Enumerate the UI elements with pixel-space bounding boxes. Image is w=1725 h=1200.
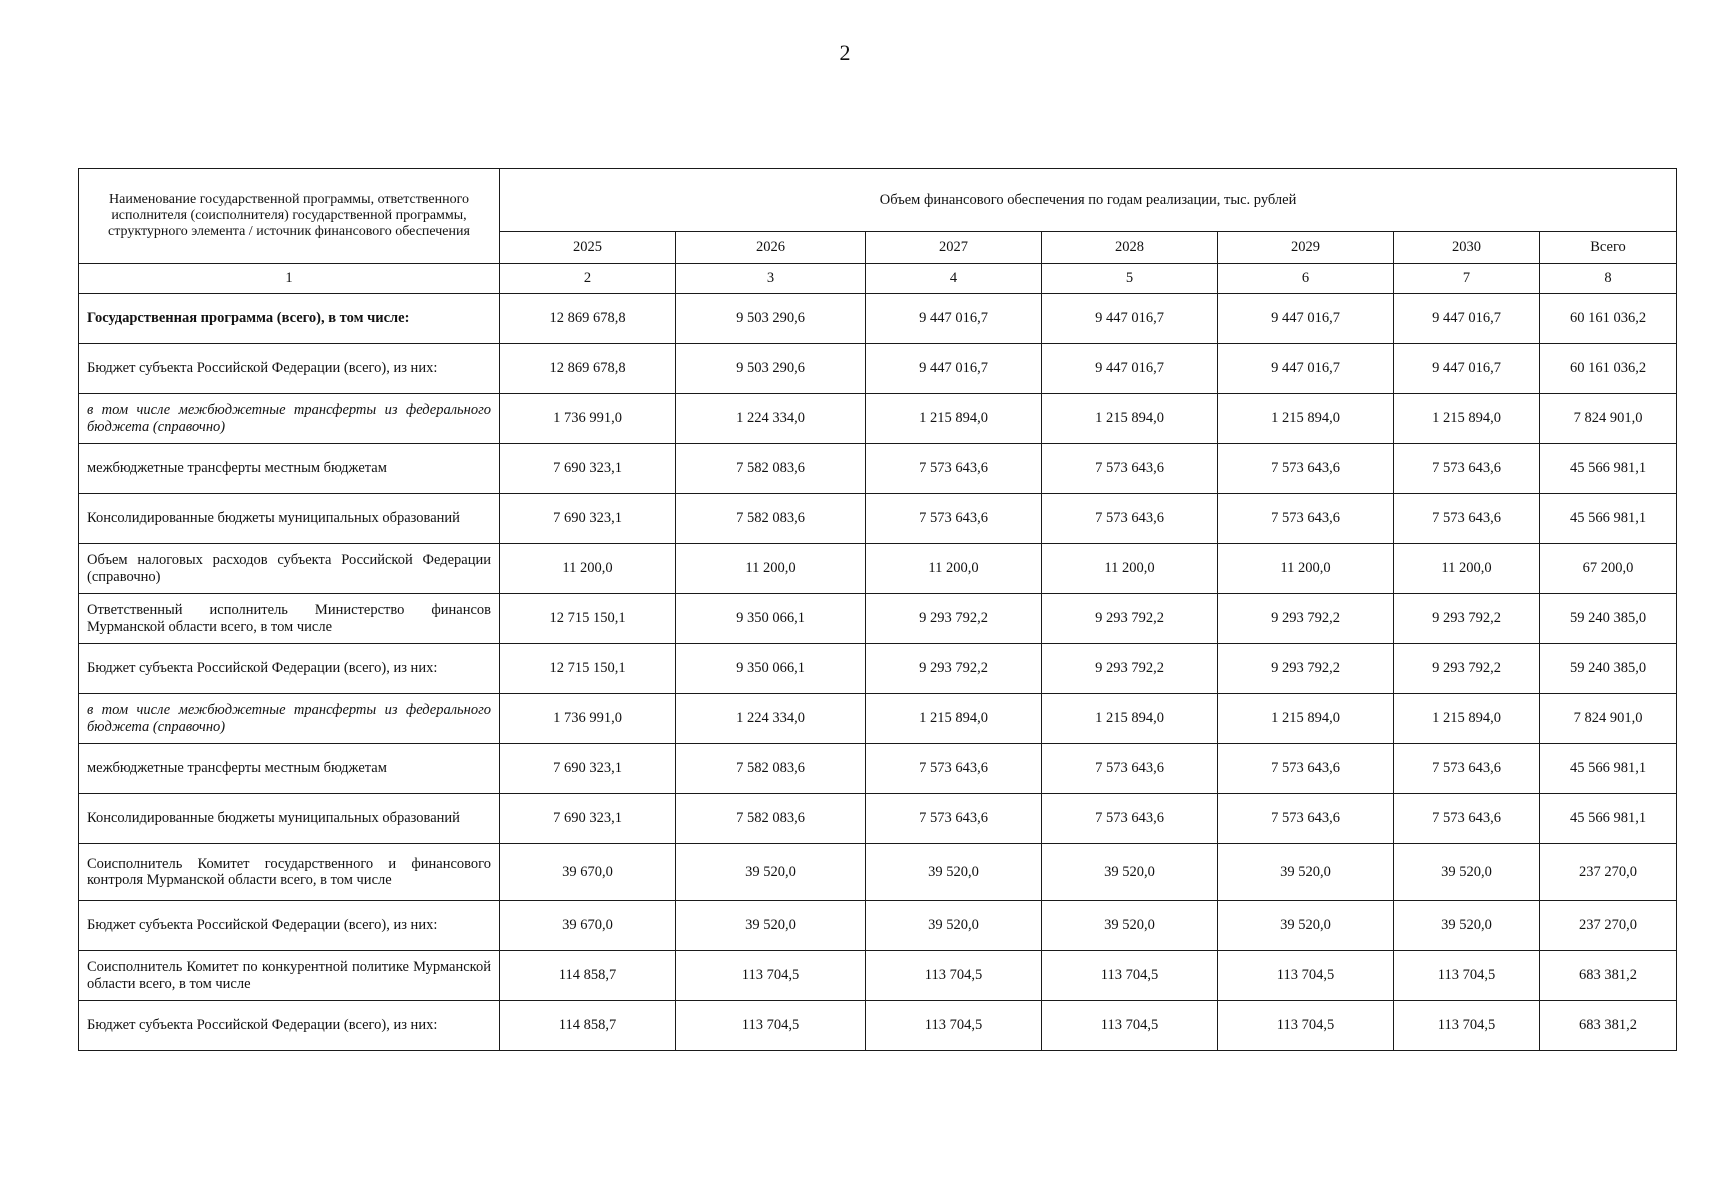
budget-table-container (78, 168, 1676, 1051)
value-cell: 114 858,7 (500, 951, 676, 1001)
value-cell: 9 293 792,2 (866, 594, 1042, 644)
row-label: межбюджетные трансферты местным бюджетам (79, 744, 500, 794)
value-cell: 7 573 643,6 (866, 494, 1042, 544)
value-cell: 113 704,5 (1042, 1001, 1218, 1051)
value-cell: 39 520,0 (866, 901, 1042, 951)
value-cell: 7 573 643,6 (866, 444, 1042, 494)
table-row (79, 294, 1677, 344)
value-cell: 7 582 083,6 (676, 794, 866, 844)
value-cell: 7 573 643,6 (866, 794, 1042, 844)
value-cell: 7 573 643,6 (1394, 794, 1540, 844)
value-cell: 1 215 894,0 (1042, 694, 1218, 744)
row-label: Консолидированные бюджеты муниципальных образований (79, 494, 500, 544)
value-cell: 9 350 066,1 (676, 594, 866, 644)
value-cell: 9 447 016,7 (866, 344, 1042, 394)
value-cell: 7 573 643,6 (1218, 494, 1394, 544)
value-cell: 7 573 643,6 (1218, 444, 1394, 494)
row-label: Государственная программа (всего), в том числе: (79, 294, 500, 344)
value-cell: 12 715 150,1 (500, 644, 676, 694)
column-number-cell: 6 (1218, 264, 1394, 294)
table-row (79, 494, 1677, 544)
value-cell: 39 520,0 (1218, 844, 1394, 901)
value-cell: 7 582 083,6 (676, 444, 866, 494)
value-cell: 9 293 792,2 (1394, 644, 1540, 694)
value-cell: 39 670,0 (500, 901, 676, 951)
value-cell: 7 573 643,6 (1042, 794, 1218, 844)
value-cell: 7 573 643,6 (1394, 494, 1540, 544)
value-cell: 7 582 083,6 (676, 494, 866, 544)
table-row (79, 544, 1677, 594)
value-cell: 39 520,0 (676, 901, 866, 951)
row-total-cell: 683 381,2 (1540, 951, 1677, 1001)
row-total-cell: 45 566 981,1 (1540, 444, 1677, 494)
value-cell: 7 573 643,6 (1042, 444, 1218, 494)
row-total-cell: 7 824 901,0 (1540, 394, 1677, 444)
value-cell: 9 293 792,2 (1218, 594, 1394, 644)
table-row (79, 844, 1677, 901)
value-cell: 7 573 643,6 (1042, 744, 1218, 794)
value-cell: 11 200,0 (1218, 544, 1394, 594)
value-cell: 1 224 334,0 (676, 394, 866, 444)
table-row (79, 344, 1677, 394)
value-cell: 7 573 643,6 (866, 744, 1042, 794)
row-label: в том числе межбюджетные трансферты из федерального бюджета (справочно) (79, 694, 500, 744)
column-number-row (79, 264, 1677, 294)
row-label: межбюджетные трансферты местным бюджетам (79, 444, 500, 494)
column-number-cell: 5 (1042, 264, 1218, 294)
column-number-cell: 8 (1540, 264, 1677, 294)
value-cell: 1 215 894,0 (1394, 394, 1540, 444)
value-cell: 9 447 016,7 (1218, 294, 1394, 344)
row-label: Соисполнитель Комитет государственного и финансового контроля Мурманской области всего, в том числе (79, 844, 500, 901)
column-number-cell: 1 (79, 264, 500, 294)
value-cell: 12 869 678,8 (500, 294, 676, 344)
row-total-cell: 45 566 981,1 (1540, 794, 1677, 844)
value-cell: 113 704,5 (1394, 951, 1540, 1001)
column-number-cell: 7 (1394, 264, 1540, 294)
value-cell: 1 736 991,0 (500, 694, 676, 744)
value-cell: 12 869 678,8 (500, 344, 676, 394)
year-header-cell: 2025 (500, 232, 676, 264)
value-cell: 9 447 016,7 (866, 294, 1042, 344)
table-row (79, 594, 1677, 644)
value-cell: 9 447 016,7 (1394, 294, 1540, 344)
value-cell: 39 520,0 (1042, 844, 1218, 901)
table-row (79, 1001, 1677, 1051)
year-header-cell: 2030 (1394, 232, 1540, 264)
value-cell: 9 293 792,2 (1042, 594, 1218, 644)
value-cell: 12 715 150,1 (500, 594, 676, 644)
value-cell: 1 215 894,0 (1042, 394, 1218, 444)
row-total-cell: 45 566 981,1 (1540, 744, 1677, 794)
value-cell: 113 704,5 (1218, 951, 1394, 1001)
volume-column-header: Объем финансового обеспечения по годам реализации, тыс. рублей (500, 169, 1677, 232)
value-cell: 1 215 894,0 (866, 394, 1042, 444)
value-cell: 9 293 792,2 (1218, 644, 1394, 694)
value-cell: 39 520,0 (866, 844, 1042, 901)
value-cell: 9 447 016,7 (1042, 344, 1218, 394)
value-cell: 9 350 066,1 (676, 644, 866, 694)
value-cell: 113 704,5 (1394, 1001, 1540, 1051)
value-cell: 7 573 643,6 (1394, 744, 1540, 794)
table-row (79, 794, 1677, 844)
value-cell: 114 858,7 (500, 1001, 676, 1051)
value-cell: 7 690 323,1 (500, 444, 676, 494)
year-header-cell: 2029 (1218, 232, 1394, 264)
value-cell: 113 704,5 (676, 951, 866, 1001)
column-number-cell: 3 (676, 264, 866, 294)
value-cell: 39 520,0 (1218, 901, 1394, 951)
row-label: Ответственный исполнитель Министерство финансов Мурманской области всего, в том числе (79, 594, 500, 644)
table-row (79, 694, 1677, 744)
row-total-cell: 237 270,0 (1540, 901, 1677, 951)
value-cell: 1 224 334,0 (676, 694, 866, 744)
value-cell: 7 573 643,6 (1042, 494, 1218, 544)
value-cell: 9 293 792,2 (1394, 594, 1540, 644)
value-cell: 39 520,0 (1042, 901, 1218, 951)
value-cell: 1 215 894,0 (866, 694, 1042, 744)
value-cell: 1 215 894,0 (1394, 694, 1540, 744)
row-total-cell: 237 270,0 (1540, 844, 1677, 901)
row-total-cell: 683 381,2 (1540, 1001, 1677, 1051)
value-cell: 11 200,0 (866, 544, 1042, 594)
value-cell: 9 293 792,2 (866, 644, 1042, 694)
row-label: Бюджет субъекта Российской Федерации (всего), из них: (79, 644, 500, 694)
table-row (79, 444, 1677, 494)
table-row (79, 744, 1677, 794)
page-number: 2 (839, 40, 851, 65)
value-cell: 7 582 083,6 (676, 744, 866, 794)
row-label: Консолидированные бюджеты муниципальных образований (79, 794, 500, 844)
row-label: Бюджет субъекта Российской Федерации (всего), из них: (79, 901, 500, 951)
name-column-header: Наименование государственной программы, ответственного исполнителя (соисполнителя) государственной программы, структурного элемента / источник финансового обеспечения (79, 169, 500, 264)
value-cell: 7 573 643,6 (1218, 744, 1394, 794)
row-total-cell: 59 240 385,0 (1540, 644, 1677, 694)
row-total-cell: 7 824 901,0 (1540, 694, 1677, 744)
row-label: Бюджет субъекта Российской Федерации (всего), из них: (79, 344, 500, 394)
value-cell: 39 520,0 (1394, 901, 1540, 951)
value-cell: 11 200,0 (676, 544, 866, 594)
value-cell: 39 670,0 (500, 844, 676, 901)
year-header-cell: 2026 (676, 232, 866, 264)
value-cell: 9 447 016,7 (1042, 294, 1218, 344)
value-cell: 7 690 323,1 (500, 494, 676, 544)
row-label: в том числе межбюджетные трансферты из федерального бюджета (справочно) (79, 394, 500, 444)
value-cell: 9 447 016,7 (1394, 344, 1540, 394)
year-header-cell: 2027 (866, 232, 1042, 264)
value-cell: 11 200,0 (1394, 544, 1540, 594)
row-total-cell: 60 161 036,2 (1540, 344, 1677, 394)
value-cell: 113 704,5 (866, 1001, 1042, 1051)
value-cell: 11 200,0 (1042, 544, 1218, 594)
row-label: Объем налоговых расходов субъекта Российской Федерации (справочно) (79, 544, 500, 594)
value-cell: 113 704,5 (866, 951, 1042, 1001)
row-total-cell: 67 200,0 (1540, 544, 1677, 594)
row-total-cell: 59 240 385,0 (1540, 594, 1677, 644)
value-cell: 7 690 323,1 (500, 744, 676, 794)
table-row (79, 394, 1677, 444)
value-cell: 113 704,5 (1218, 1001, 1394, 1051)
year-header-cell: Всего (1540, 232, 1677, 264)
table-row (79, 901, 1677, 951)
financing-table (78, 168, 1677, 1051)
table-row (79, 644, 1677, 694)
value-cell: 11 200,0 (500, 544, 676, 594)
value-cell: 9 293 792,2 (1042, 644, 1218, 694)
table-row (79, 951, 1677, 1001)
value-cell: 9 503 290,6 (676, 344, 866, 394)
column-number-cell: 2 (500, 264, 676, 294)
value-cell: 7 573 643,6 (1218, 794, 1394, 844)
value-cell: 9 503 290,6 (676, 294, 866, 344)
value-cell: 1 215 894,0 (1218, 694, 1394, 744)
value-cell: 113 704,5 (1042, 951, 1218, 1001)
value-cell: 7 690 323,1 (500, 794, 676, 844)
row-total-cell: 60 161 036,2 (1540, 294, 1677, 344)
row-label: Соисполнитель Комитет по конкурентной политике Мурманской области всего, в том числе (79, 951, 500, 1001)
row-total-cell: 45 566 981,1 (1540, 494, 1677, 544)
value-cell: 1 215 894,0 (1218, 394, 1394, 444)
value-cell: 1 736 991,0 (500, 394, 676, 444)
value-cell: 39 520,0 (676, 844, 866, 901)
year-header-cell: 2028 (1042, 232, 1218, 264)
value-cell: 7 573 643,6 (1394, 444, 1540, 494)
value-cell: 39 520,0 (1394, 844, 1540, 901)
value-cell: 113 704,5 (676, 1001, 866, 1051)
column-number-cell: 4 (866, 264, 1042, 294)
row-label: Бюджет субъекта Российской Федерации (всего), из них: (79, 1001, 500, 1051)
value-cell: 9 447 016,7 (1218, 344, 1394, 394)
